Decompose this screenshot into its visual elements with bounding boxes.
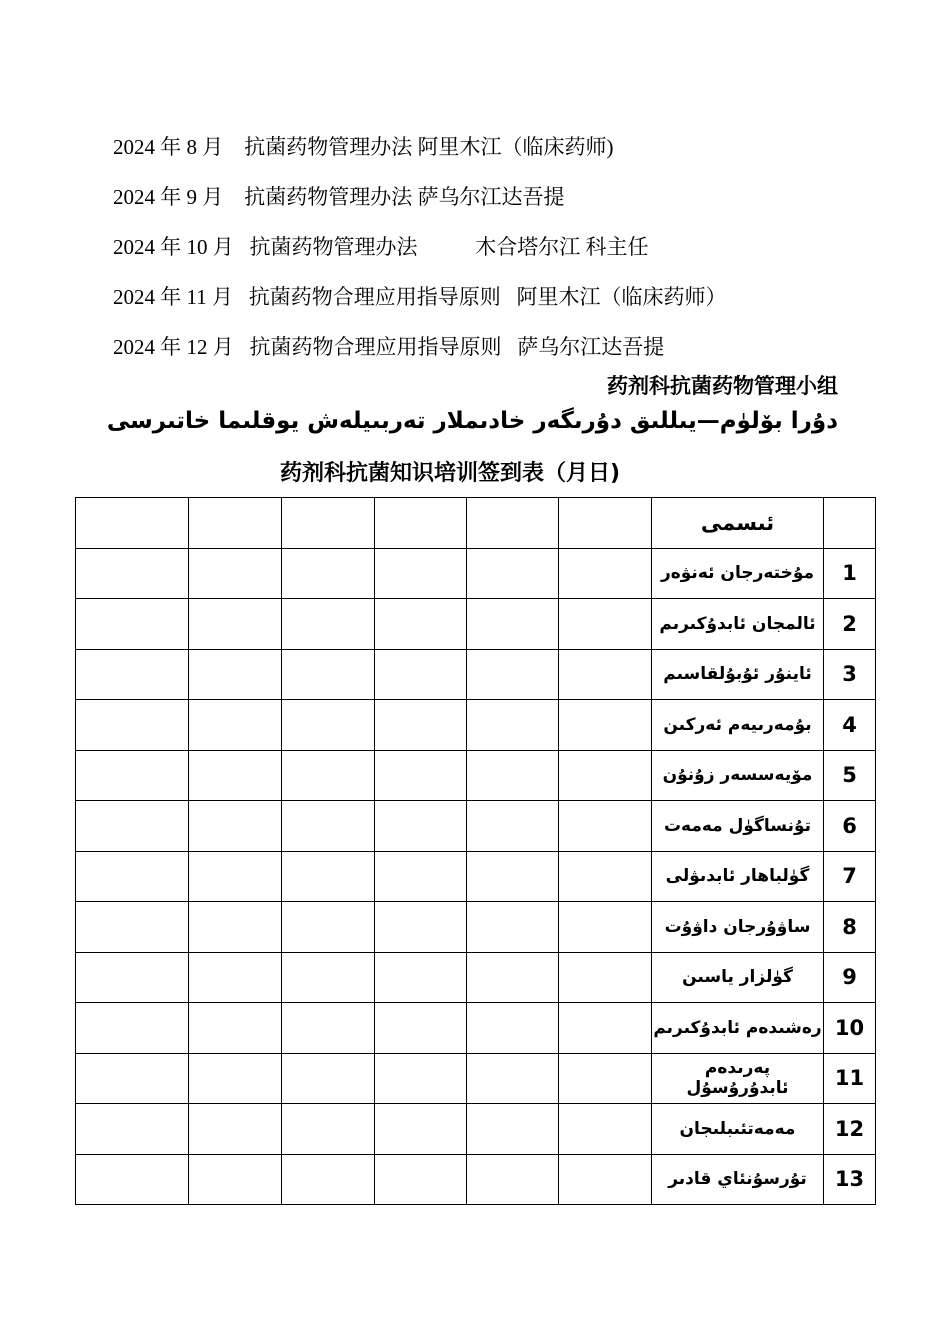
name-column-header: ئىسمى xyxy=(652,498,824,549)
signature-cell[interactable] xyxy=(189,851,282,902)
signature-cell[interactable] xyxy=(189,801,282,852)
signature-cell[interactable] xyxy=(76,1154,189,1205)
signature-cell[interactable] xyxy=(375,548,467,599)
signature-cell[interactable] xyxy=(282,851,375,902)
signature-cell[interactable] xyxy=(282,952,375,1003)
signature-cell[interactable] xyxy=(76,649,189,700)
staff-name: ئاينۇر ئۇبۇلقاسىم xyxy=(652,649,824,700)
row-number: 5 xyxy=(824,750,876,801)
table-row xyxy=(76,1154,876,1205)
chinese-title: 药剂科抗菌知识培训签到表（月日) xyxy=(279,461,621,486)
staff-name: ئالمجان ئابدۇكىرىم xyxy=(652,599,824,650)
staff-name: ساۋۇرجان داۋۇت xyxy=(652,902,824,953)
signature-cell[interactable] xyxy=(467,851,559,902)
row-number: 4 xyxy=(824,700,876,751)
row-number: 12 xyxy=(824,1104,876,1155)
staff-name: رەشىدەم ئابدۇكىرىم xyxy=(652,1003,824,1054)
table-row xyxy=(76,750,876,801)
signature-cell[interactable] xyxy=(375,750,467,801)
staff-name: گۈلباھار ئابدىۋلى xyxy=(652,851,824,902)
signature-cell[interactable] xyxy=(467,700,559,751)
signature-cell[interactable] xyxy=(76,700,189,751)
table-row xyxy=(76,548,876,599)
row-number: 7 xyxy=(824,851,876,902)
signature-cell[interactable] xyxy=(76,599,189,650)
signature-cell[interactable] xyxy=(559,1053,652,1104)
signature-cell[interactable] xyxy=(282,700,375,751)
signature-cell[interactable] xyxy=(559,649,652,700)
signature-cell[interactable] xyxy=(282,801,375,852)
row-number: 9 xyxy=(824,952,876,1003)
signature-cell[interactable] xyxy=(189,750,282,801)
signature-cell[interactable] xyxy=(375,1154,467,1205)
signature-cell[interactable] xyxy=(76,1053,189,1104)
signature-cell[interactable] xyxy=(467,1003,559,1054)
table-row xyxy=(76,700,876,751)
staff-name: مۇختەرجان ئەنۋەر xyxy=(652,548,824,599)
staff-name: بۇمەرىيەم ئەركىن xyxy=(652,700,824,751)
signature-cell[interactable] xyxy=(282,902,375,953)
training-schedule xyxy=(113,132,726,382)
row-number: 8 xyxy=(824,902,876,953)
signature-cell[interactable] xyxy=(375,700,467,751)
signature-cell[interactable] xyxy=(76,801,189,852)
signature-cell[interactable] xyxy=(189,548,282,599)
uyghur-title: دۇرا بۆلۈم—يىللىق دۇرىگەر خادىملار تەربىيلەش يوقلىما خاتىرسى xyxy=(106,408,838,434)
schedule-line: 2024 年 8 月 抗菌药物管理办法 阿里木江（临床药师) xyxy=(113,135,614,159)
row-number: 11 xyxy=(824,1053,876,1104)
signature-cell[interactable] xyxy=(76,750,189,801)
signature-cell[interactable] xyxy=(189,649,282,700)
schedule-line: 2024 年 9 月 抗菌药物管理办法 萨乌尔江达吾提 xyxy=(113,185,565,209)
signature-cell[interactable] xyxy=(375,1053,467,1104)
signature-cell[interactable] xyxy=(189,1104,282,1155)
row-number: 10 xyxy=(824,1003,876,1054)
table-header-row xyxy=(76,498,876,549)
signature-cell[interactable] xyxy=(76,851,189,902)
signature-cell[interactable] xyxy=(559,1104,652,1155)
signature-cell[interactable] xyxy=(467,902,559,953)
signature-cell[interactable] xyxy=(76,952,189,1003)
row-number: 3 xyxy=(824,649,876,700)
signature-cell[interactable] xyxy=(189,952,282,1003)
signature-cell[interactable] xyxy=(559,700,652,751)
signature-cell[interactable] xyxy=(375,952,467,1003)
staff-name: مەمەتئىبلىجان xyxy=(652,1104,824,1155)
schedule-line: 2024 年 11 月 抗菌药物合理应用指导原则 阿里木江（临床药师） xyxy=(113,285,727,309)
signature-cell[interactable] xyxy=(467,599,559,650)
signature-cell[interactable] xyxy=(189,599,282,650)
table-row xyxy=(76,902,876,953)
signature-cell[interactable] xyxy=(189,700,282,751)
signature-cell[interactable] xyxy=(189,1154,282,1205)
staff-name: مۆيەسسەر زۇنۇن xyxy=(652,750,824,801)
row-number: 6 xyxy=(824,801,876,852)
signature-cell[interactable] xyxy=(282,1154,375,1205)
signature-cell[interactable] xyxy=(467,750,559,801)
signature-cell[interactable] xyxy=(189,1003,282,1054)
signature-cell[interactable] xyxy=(375,599,467,650)
signature-cell[interactable] xyxy=(282,1053,375,1104)
signature-cell[interactable] xyxy=(282,649,375,700)
signature-cell[interactable] xyxy=(375,902,467,953)
row-number: 1 xyxy=(824,548,876,599)
signature-cell[interactable] xyxy=(375,801,467,852)
signature-cell[interactable] xyxy=(559,548,652,599)
signature-cell[interactable] xyxy=(467,1053,559,1104)
signature-cell[interactable] xyxy=(467,649,559,700)
signature-cell[interactable] xyxy=(282,1104,375,1155)
schedule-line: 2024 年 12 月 抗菌药物合理应用指导原则 萨乌尔江达吾提 xyxy=(113,335,665,359)
signature-cell[interactable] xyxy=(189,902,282,953)
signature-cell[interactable] xyxy=(76,902,189,953)
signature-cell[interactable] xyxy=(189,1053,282,1104)
signature-cell[interactable] xyxy=(375,1003,467,1054)
signature-group: 药剂科抗菌药物管理小组 xyxy=(607,374,838,398)
signature-cell[interactable] xyxy=(559,599,652,650)
table-row xyxy=(76,801,876,852)
signature-cell[interactable] xyxy=(559,902,652,953)
signature-cell[interactable] xyxy=(467,548,559,599)
signature-cell[interactable] xyxy=(282,750,375,801)
signature-cell[interactable] xyxy=(467,1104,559,1155)
table-row xyxy=(76,1104,876,1155)
staff-name: تۇنساگۈل مەمەت xyxy=(652,801,824,852)
signature-cell[interactable] xyxy=(559,952,652,1003)
table-row xyxy=(76,1003,876,1054)
table-row xyxy=(76,952,876,1003)
signature-cell[interactable] xyxy=(76,1003,189,1054)
signature-cell[interactable] xyxy=(375,649,467,700)
signature-cell[interactable] xyxy=(559,1003,652,1054)
table-row xyxy=(76,1053,876,1104)
row-number: 13 xyxy=(824,1154,876,1205)
table-row xyxy=(76,599,876,650)
schedule-line: 2024 年 10 月 抗菌药物管理办法 木合塔尔江 科主任 xyxy=(113,235,649,259)
signature-cell[interactable] xyxy=(467,952,559,1003)
table-row xyxy=(76,649,876,700)
staff-name: تۇرسۇنئاي قادىر xyxy=(652,1154,824,1205)
signature-cell[interactable] xyxy=(559,1154,652,1205)
signature-cell[interactable] xyxy=(76,1104,189,1155)
signature-cell[interactable] xyxy=(76,548,189,599)
staff-name: پەرىدەم ئابدۇرۇسۇل xyxy=(652,1053,824,1104)
staff-name: گۈلزار ياسىن xyxy=(652,952,824,1003)
signature-cell[interactable] xyxy=(282,548,375,599)
signature-cell[interactable] xyxy=(467,1154,559,1205)
signature-cell[interactable] xyxy=(375,851,467,902)
signature-cell[interactable] xyxy=(559,750,652,801)
signature-cell[interactable] xyxy=(559,801,652,852)
signature-cell[interactable] xyxy=(282,1003,375,1054)
table-row xyxy=(76,851,876,902)
signature-cell[interactable] xyxy=(282,599,375,650)
sign-in-table xyxy=(75,497,876,1205)
row-number: 2 xyxy=(824,599,876,650)
signature-cell[interactable] xyxy=(467,801,559,852)
signature-cell[interactable] xyxy=(559,851,652,902)
signature-cell[interactable] xyxy=(375,1104,467,1155)
